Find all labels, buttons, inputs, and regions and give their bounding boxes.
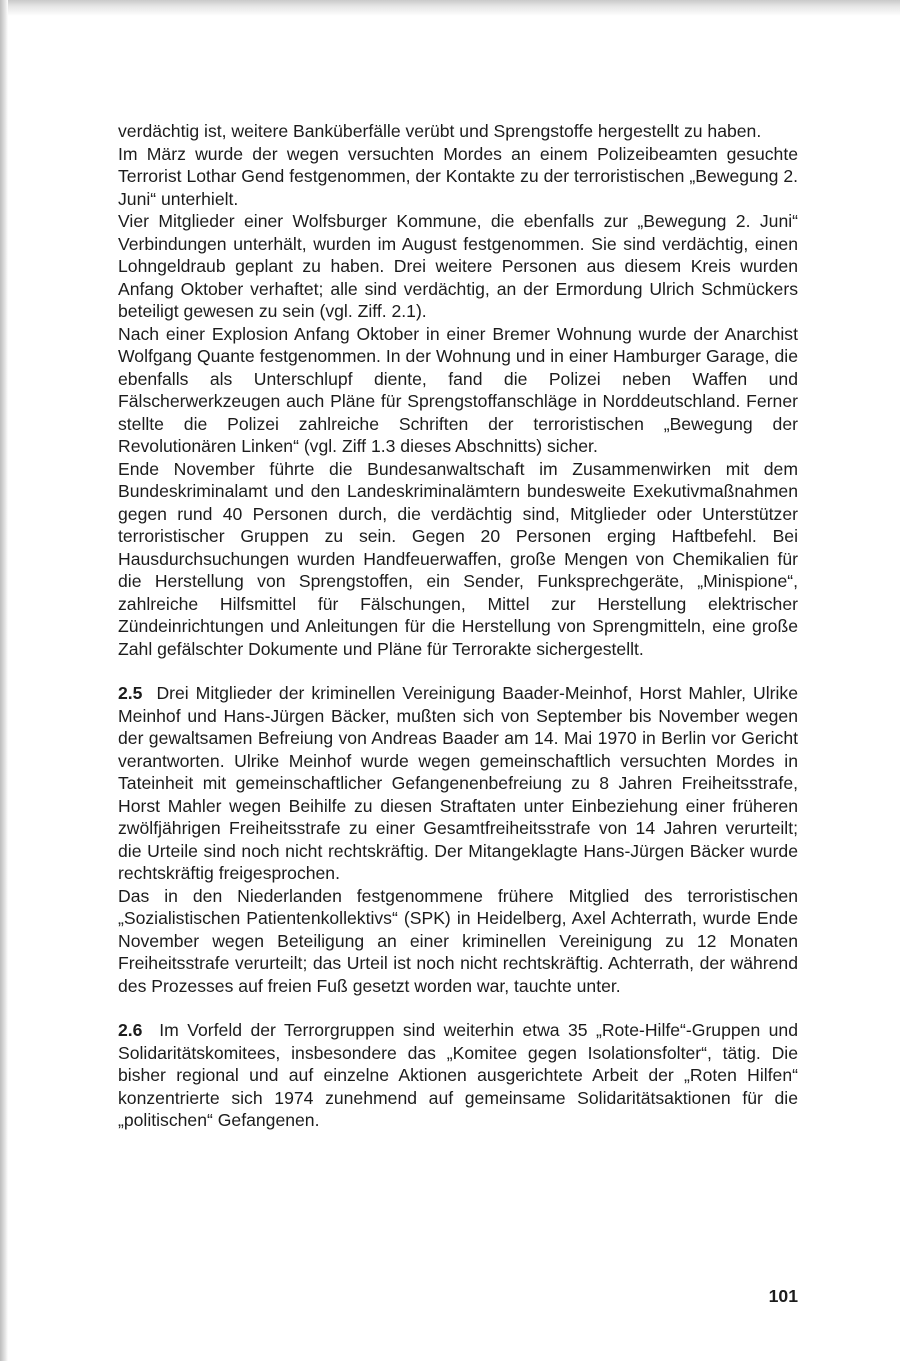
section-2-6-paragraph-1 <box>118 1019 798 1132</box>
page-body <box>118 120 798 1132</box>
section-2-5-paragraph-2: Das in den Niederlanden festgenommene frühere Mitglied des terroristischen „Sozialistischen Patientenkollektivs“ (SPK) in Heidelberg, Axel Achterrath, wurde Ende November wegen Beteiligung an einer kriminellen Vereinigung zu 12 Monaten Freiheitsstrafe verurteilt; das Urteil ist noch nicht rechtskräftig. Achterrath, der während des Prozesses auf freien Fuß gesetzt worden war, tauchte unter. <box>118 885 798 996</box>
section-2-5-text: Drei Mitglieder der kriminellen Vereinigung Baader-Meinhof, Horst Mahler, Ulrike Meinhof und Hans-Jürgen Bäcker, mußten sich von September bis November wegen der gewaltsamen Befreiung von Andreas Baader am 14. Mai 1970 in Berlin vor Gericht verantworten. Ulrike Meinhof wurde wegen gemeinschaftlich versuchten Mordes in Tateinheit mit gemeinschaftlicher Gefangenenbefreiung zu 8 Jahren Freiheitsstrafe, Horst Mahler wegen Beihilfe zu diesen Straftaten unter Einbeziehung einer früheren zwölfjährigen Freiheitsstrafe zu einer Gesamtfreiheitsstrafe von 14 Jahren verurteilt; die Urteile sind noch nicht rechtskräftig. Der Mitangeklagte Hans-Jürgen Bäcker wurde rechtskräftig freigesprochen. <box>118 683 799 883</box>
scan-top-edge <box>0 0 900 16</box>
scan-left-edge <box>0 0 8 1361</box>
section-2-5-paragraph-1 <box>118 682 798 885</box>
section-2-6-text: Im Vorfeld der Terrorgruppen sind weiterhin etwa 35 „Rote-Hilfe“-Gruppen und Solidaritätskomitees, insbesondere das „Komitee gegen Isolationsfolter“, tätig. Die bisher regional und auf einzelne Aktionen ausgerichtete Arbeit der „Roten Hilfen“ konzentrierte sich 1974 zunehmend auf gemeinsame Solidaritätsaktionen für die „politischen“ Gefangenen. <box>118 1020 798 1130</box>
section-number: 2.6 <box>118 1020 143 1040</box>
page-number: 101 <box>768 1286 798 1306</box>
paragraph-wolfsburg-commune: Vier Mitglieder einer Wolfsburger Kommune, die ebenfalls zur „Bewegung 2. Juni“ Verbindungen unterhält, wurden im August festgenommen. Sie sind verdächtig, einen Lohngeldraub geplant zu haben. Drei weitere Personen aus diesem Kreis wurden Anfang Oktober verhaftet; alle sind verdächtig, an der Ermordung Ulrich Schmückers beteiligt gewesen zu sein (vgl. Ziff. 2.1). <box>118 211 798 321</box>
paragraph-bremen-explosion: Nach einer Explosion Anfang Oktober in einer Bremer Wohnung wurde der Anarchist Wolfgang Quante festgenommen. In der Wohnung und in einer Hamburger Garage, die ebenfalls als Unterschlupf diente, fand die Polizei neben Waffen und Fälscherwerkzeugen auch Pläne für Sprengstoffanschläge in Norddeutschland. Ferner stellte die Polizei zahlreiche Schriften der terroristischen „Bewegung der Revolutionären Linken“ (vgl. Ziff 1.3 dieses Abschnitts) sicher. <box>118 323 798 456</box>
section-number: 2.5 <box>118 683 143 703</box>
paragraph-continuation: verdächtig ist, weitere Banküberfälle verübt und Sprengstoffe hergestellt zu haben. <box>118 121 762 141</box>
paragraph-november-raids: Ende November führte die Bundesanwaltschaft im Zusammenwirken mit dem Bundeskriminalamt und den Landeskriminalämtern bundesweite Exekutivmaßnahmen gegen rund 40 Personen durch, die verdächtig sind, Mitglieder oder Unterstützer terroristischer Gruppen zu sein. Gegen 20 Personen erging Haftbefehl. Bei Hausdurchsuchungen wurden Handfeuerwaffen, große Mengen von Chemikalien für die Herstellung von Sprengstoffen, ein Sender, Funksprechgeräte, „Minispione“, zahlreiche Hilfsmittel für Fälschungen, Mittel zur Herstellung elektrischer Zündeinrichtungen und Anleitungen für die Herstellung von Sprengmitteln, eine große Zahl gefälschter Dokumente und Pläne für Terrorakte sichergestellt. <box>118 458 798 659</box>
paragraph-gend-arrest: Im März wurde der wegen versuchten Mordes an einem Polizeibeamten gesuchte Terrorist Lothar Gend festgenommen, der Kontakte zu der terroristischen „Bewegung 2. Juni“ unterhielt. <box>118 143 798 209</box>
